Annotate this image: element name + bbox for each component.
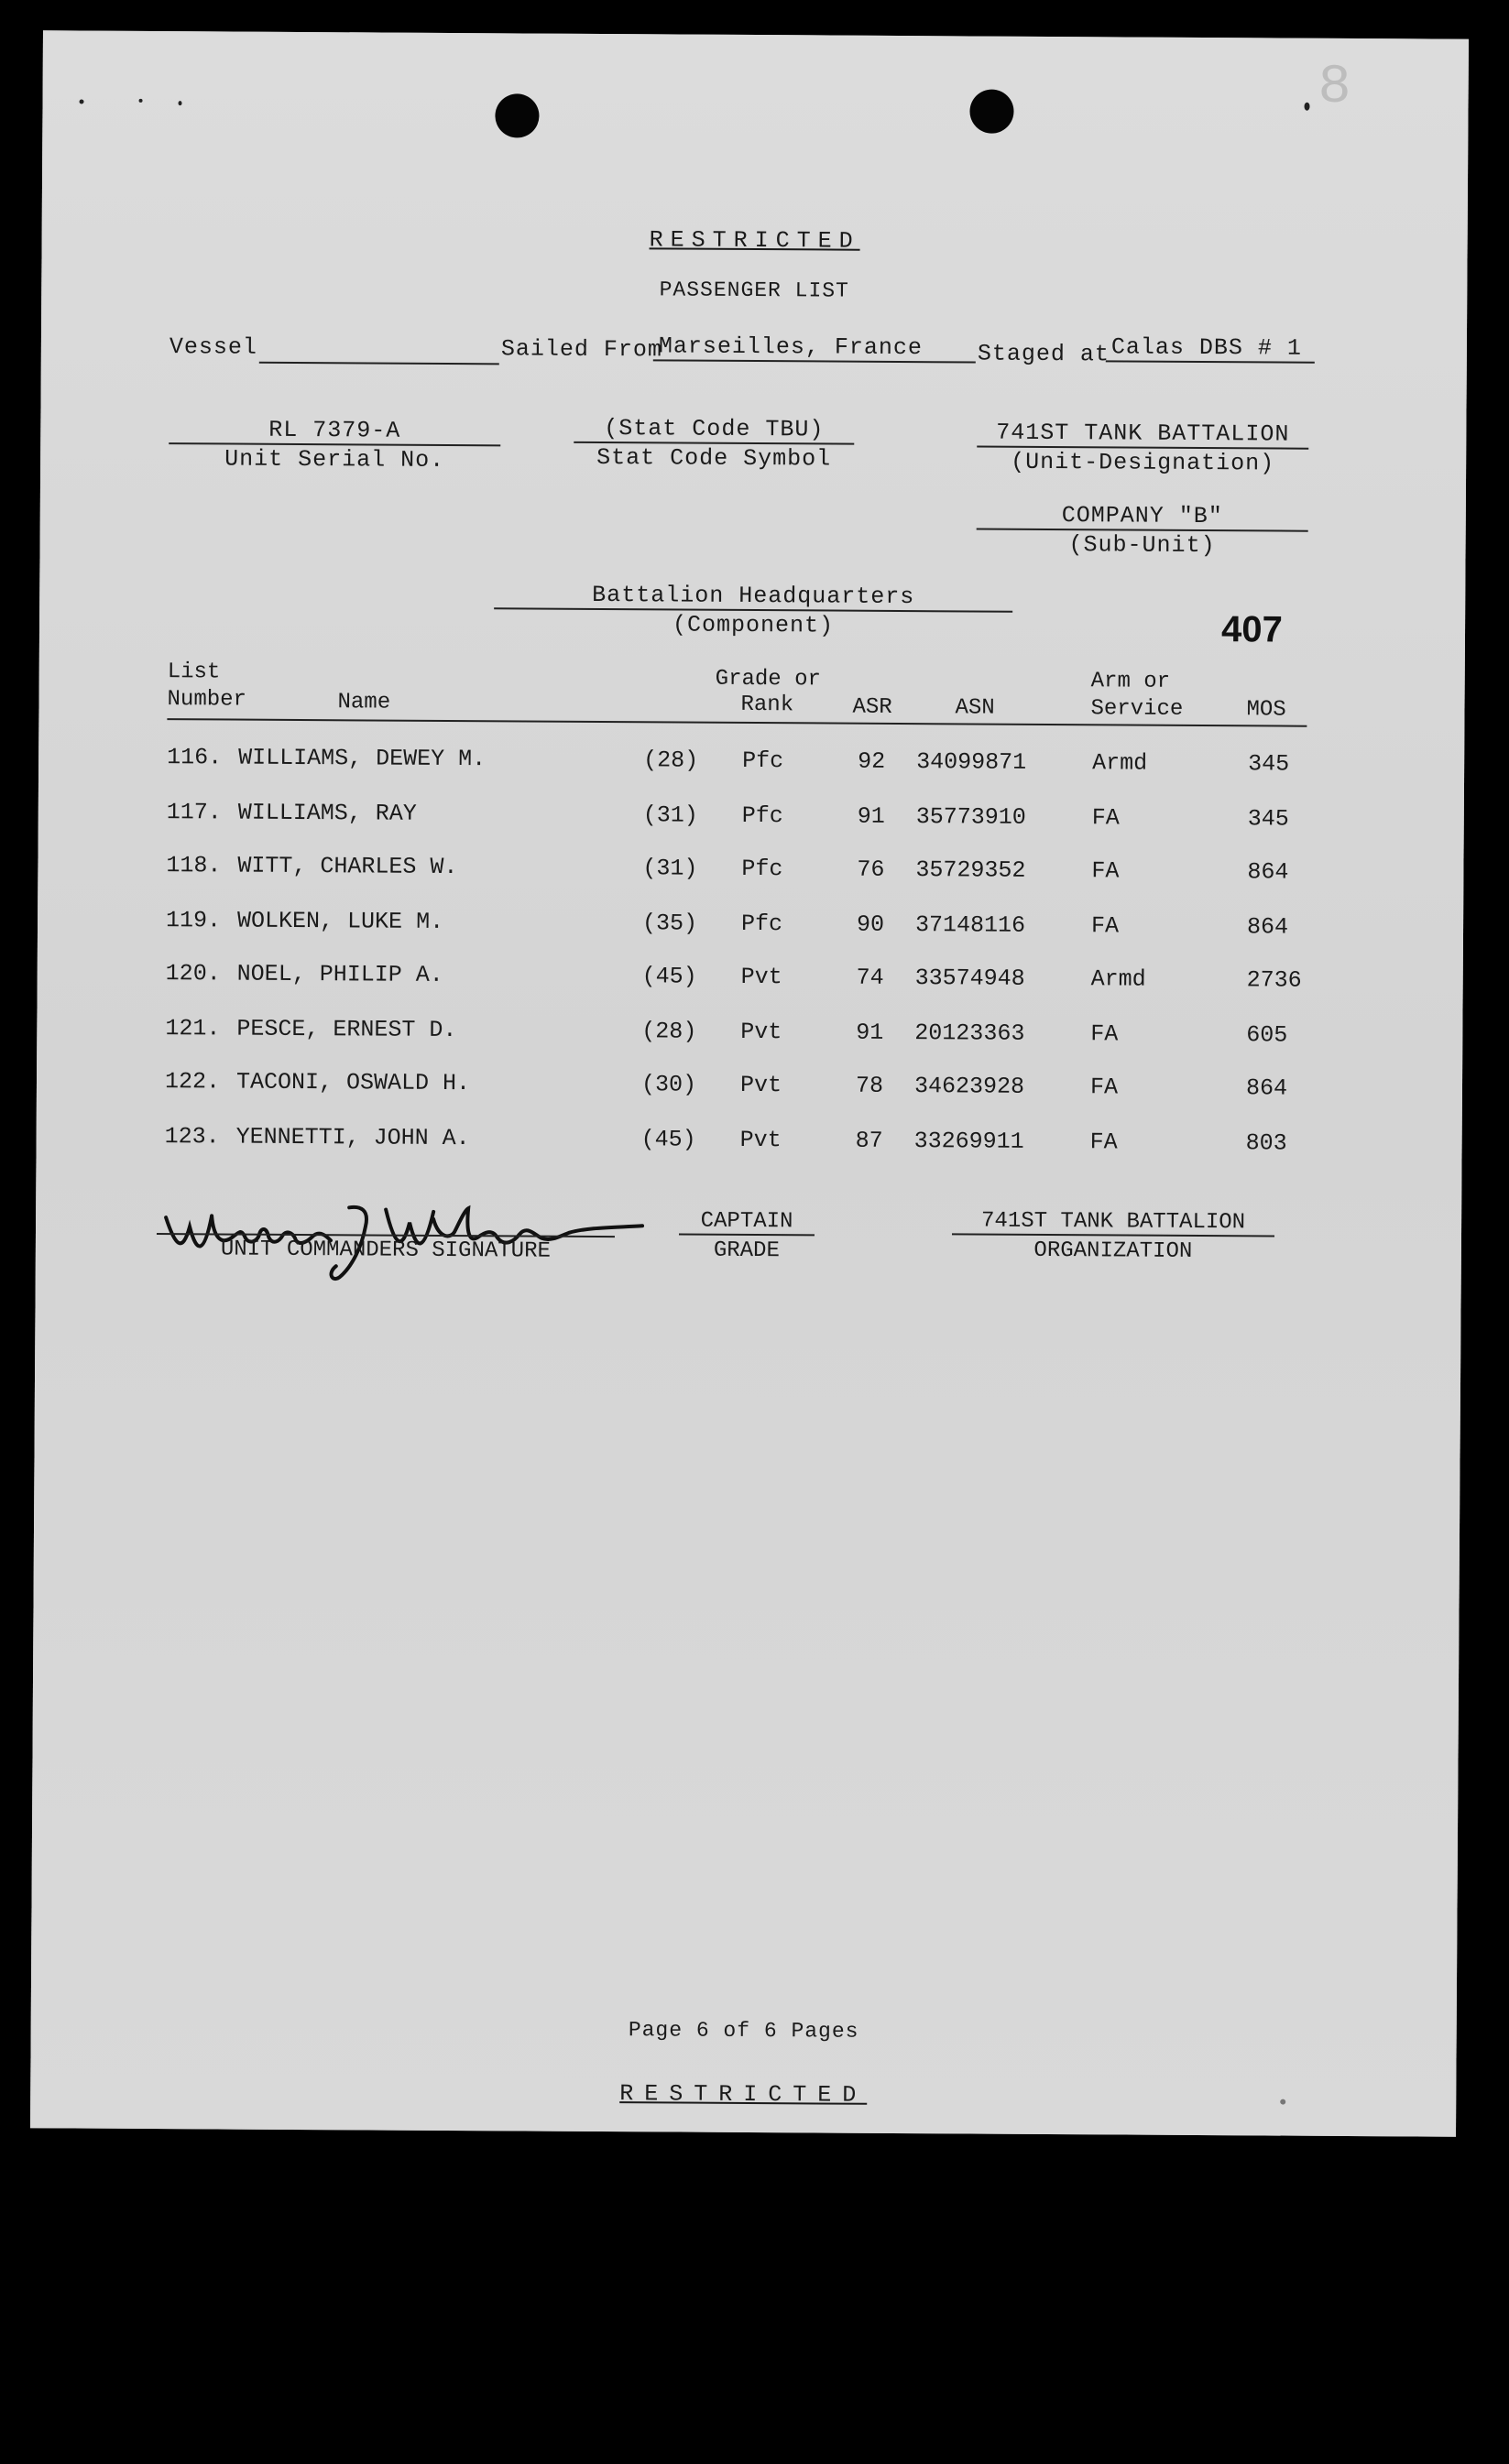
col-grade-line2: Rank [740,692,794,718]
document-title: PASSENGER LIST [659,278,849,303]
passenger-asn: 34099871 [916,748,1027,776]
passenger-mos: 864 [1246,913,1289,941]
stat-code-label: Stat Code Symbol [596,443,832,473]
passenger-asn: 33574948 [914,965,1025,992]
passenger-rank: Pfc [741,801,783,830]
col-grade-line1: Grade or [715,666,821,692]
table-row [38,798,1464,844]
document-page [30,30,1469,2136]
passenger-name: TACONI, OSWALD H. [235,1068,471,1097]
passenger-asr: 92 [858,747,886,775]
passenger-age: (45) [641,963,697,990]
organization-label: ORGANIZATION [1033,1237,1193,1264]
passenger-mos: 864 [1245,1074,1288,1102]
passenger-name: YENNETTI, JOHN A. [235,1123,470,1152]
passenger-rank: Pfc [740,910,783,938]
passenger-asr: 91 [856,1019,884,1046]
passenger-arm: FA [1091,804,1120,832]
signature-label: UNIT COMMANDERS SIGNATURE [157,1233,615,1264]
passenger-name: WOLKEN, LUKE M. [236,907,444,935]
speck [1280,2099,1285,2105]
table-row [38,959,1463,1005]
sub-unit-value: COMPANY "B" [977,502,1308,532]
grade-value: CAPTAIN [679,1209,815,1237]
sailed-from-field: Marseilles, France [653,333,976,363]
passenger-rank: Pvt [739,1071,782,1099]
passenger-asr: 74 [856,964,884,991]
speck [1305,103,1310,111]
table-row [38,906,1463,952]
list-number: 118. [166,852,222,879]
stat-code-value: (Stat Code TBU) [574,415,854,445]
passenger-arm: Armd [1090,965,1146,993]
passenger-mos: 2736 [1246,966,1302,994]
list-number: 121. [165,1015,221,1042]
passenger-arm: FA [1089,1128,1118,1156]
passenger-mos: 345 [1247,805,1289,833]
passenger-mos: 803 [1245,1129,1287,1157]
passenger-asr: 78 [855,1072,884,1099]
col-list-number-line2: Number [167,687,247,713]
staged-at-field: Calas DBS # 1 [1106,333,1315,363]
passenger-name: WILLIAMS, DEWEY M. [238,744,487,773]
staged-at-label: Staged at [977,340,1110,368]
list-number: 123. [164,1123,220,1150]
passenger-rank: Pfc [742,747,784,775]
passenger-asn: 35773910 [915,803,1026,831]
passenger-name: WITT, CHARLES W. [237,852,458,881]
list-number: 120. [165,960,221,987]
speck [80,100,84,104]
passenger-age: (31) [642,855,698,882]
passenger-asn: 34623928 [913,1073,1025,1100]
passenger-age: (28) [643,747,699,774]
passenger-arm: FA [1089,1074,1119,1101]
passenger-rank: Pvt [740,963,782,991]
speck [139,99,143,103]
col-arm-line2: Service [1090,696,1184,722]
passenger-mos: 605 [1246,1021,1288,1049]
passenger-age: (30) [640,1071,697,1098]
col-asr: ASR [852,694,892,720]
col-arm-line1: Arm or [1090,669,1171,694]
sheet-number: 407 [1220,609,1283,650]
list-number: 119. [165,907,222,934]
unit-serial-label: Unit Serial No. [224,445,445,474]
vessel-field [259,362,499,365]
passenger-arm: Armd [1092,749,1148,777]
passenger-rank: Pvt [739,1126,782,1154]
passenger-rank: Pvt [740,1018,782,1046]
passenger-mos: 345 [1248,750,1290,778]
unit-designation-label: (Unit-Designation) [1011,448,1275,477]
passenger-asr: 76 [857,856,885,883]
punch-hole-right [969,89,1013,133]
passenger-arm: FA [1090,1020,1119,1048]
passenger-mos: 864 [1247,858,1289,886]
passenger-name: NOEL, PHILIP A. [236,960,443,988]
table-row [38,851,1463,897]
page-number: Page 6 of 6 Pages [628,2018,859,2044]
table-row [37,1014,1462,1060]
passenger-age: (35) [641,910,698,937]
col-mos: MOS [1246,697,1286,723]
passenger-name: PESCE, ERNEST D. [236,1015,457,1044]
passenger-age: (45) [640,1126,696,1153]
vessel-label: Vessel [169,333,258,361]
table-row [36,1122,1461,1168]
passenger-asr: 87 [855,1127,883,1154]
punch-hole-left [495,93,539,137]
component-label: (Component) [672,611,835,639]
passenger-asr: 91 [857,802,885,830]
classification-footer: RESTRICTED [619,2080,868,2109]
list-number: 117. [166,799,222,826]
passenger-age: (28) [641,1018,697,1045]
table-row [38,743,1464,789]
unit-serial-value: RL 7379-A [169,416,500,446]
col-asn: ASN [955,695,995,721]
passenger-asr: 90 [856,910,885,938]
passenger-asn: 35729352 [915,856,1026,884]
passenger-name: WILLIAMS, RAY [237,799,417,827]
passenger-asn: 20123363 [914,1019,1025,1047]
sailed-from-label: Sailed From [500,335,663,364]
passenger-arm: FA [1090,912,1120,940]
list-number: 116. [167,744,223,771]
col-list-number-line1: List [167,660,221,685]
grade-label: GRADE [713,1237,780,1264]
unit-designation-value: 741ST TANK BATTALION [977,420,1308,450]
organization-value: 741ST TANK BATTALION [952,1208,1274,1237]
passenger-age: (31) [642,801,698,829]
col-name: Name [337,690,391,715]
speck [179,101,182,105]
corner-mark: 8 [1318,56,1351,119]
sub-unit-label: (Sub-Unit) [1068,531,1216,560]
classification-heading: RESTRICTED [649,226,860,255]
table-row [37,1067,1462,1113]
list-number: 122. [164,1068,221,1096]
component-value: Battalion Headquarters [494,581,1012,612]
passenger-rank: Pfc [741,855,783,883]
passenger-asn: 37148116 [914,911,1026,939]
passenger-asn: 33269911 [913,1128,1024,1155]
passenger-arm: FA [1091,857,1120,885]
